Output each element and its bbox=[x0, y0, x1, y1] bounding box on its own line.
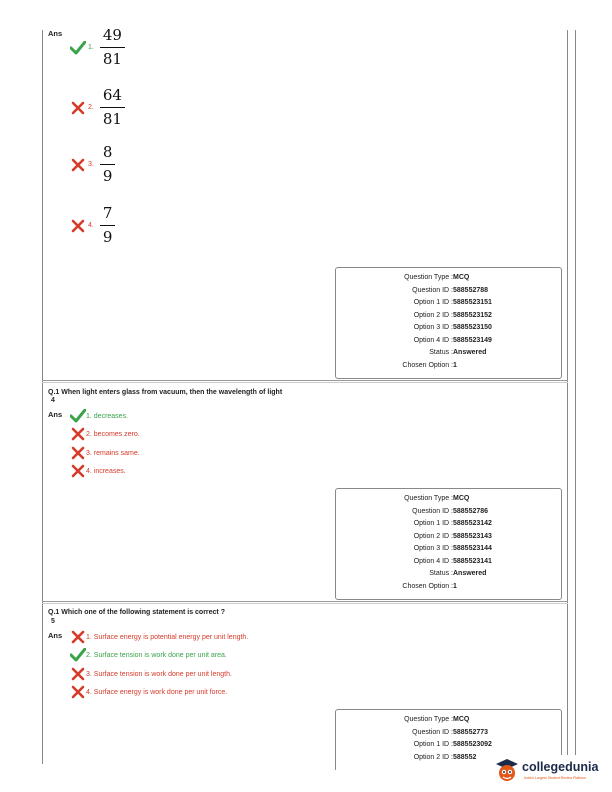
cross-icon bbox=[70, 464, 86, 478]
info-label: Chosen Option : bbox=[402, 361, 453, 369]
info-label: Question Type : bbox=[404, 495, 453, 502]
fraction bbox=[100, 88, 125, 127]
info-label: Question ID : bbox=[412, 286, 453, 294]
question-number-suffix: 4 bbox=[51, 397, 55, 404]
option-label: 1. Surface energy is potential energy per unit length. bbox=[86, 633, 249, 641]
check-icon bbox=[70, 409, 86, 423]
info-label: Option 1 ID : bbox=[413, 741, 453, 748]
chosen-option: 1 bbox=[453, 582, 457, 590]
chosen-option: 1 bbox=[453, 361, 457, 369]
option-number: 1. bbox=[88, 44, 94, 51]
option-label: 3. Surface tension is work done per unit length. bbox=[86, 670, 232, 678]
brand-name: collegedunia bbox=[522, 760, 599, 774]
answer-label: Ans bbox=[48, 29, 63, 38]
question-number-suffix: 5 bbox=[51, 618, 55, 625]
right-border-outer bbox=[575, 30, 576, 764]
section-divider bbox=[42, 382, 568, 383]
question-body: Which one of the following statement is correct ? bbox=[61, 609, 225, 616]
section-divider bbox=[42, 380, 568, 381]
info-label: Option 3 ID : bbox=[413, 545, 453, 552]
question-text bbox=[48, 609, 225, 616]
question-id: 588552788 bbox=[453, 286, 489, 294]
option-1-id: 5885523151 bbox=[453, 299, 492, 306]
option-4 bbox=[70, 464, 126, 478]
option-3 bbox=[70, 446, 140, 460]
info-label: Question ID : bbox=[412, 507, 453, 515]
status-value: Answered bbox=[453, 349, 487, 356]
check-icon bbox=[70, 648, 86, 662]
check-icon bbox=[70, 41, 86, 55]
left-border bbox=[42, 30, 43, 764]
denominator: 9 bbox=[102, 228, 113, 246]
option-2 bbox=[70, 427, 140, 441]
info-label: Question Type : bbox=[404, 274, 453, 281]
question-id: 588552786 bbox=[453, 507, 489, 515]
question-prefix: Q.1 bbox=[48, 389, 60, 396]
question-type: MCQ bbox=[453, 495, 470, 502]
numerator: 7 bbox=[102, 204, 113, 222]
info-label: Status : bbox=[429, 570, 453, 577]
option-number: 4. bbox=[88, 222, 94, 229]
info-label: Option 4 ID : bbox=[413, 557, 453, 565]
option-1-id: 5885523092 bbox=[453, 741, 492, 748]
option-number: 3. bbox=[88, 161, 94, 168]
question-type: MCQ bbox=[453, 716, 470, 723]
option-label: 4. increases. bbox=[86, 467, 126, 475]
denominator: 81 bbox=[102, 110, 122, 128]
question-id: 588552773 bbox=[453, 728, 489, 736]
cross-icon bbox=[70, 158, 86, 172]
info-label: Option 2 ID : bbox=[413, 753, 453, 761]
option-3-id: 5885523144 bbox=[453, 545, 492, 552]
option-label: 3. remains same. bbox=[86, 449, 140, 457]
info-label: Option 3 ID : bbox=[413, 324, 453, 331]
info-label: Option 1 ID : bbox=[413, 299, 453, 306]
cross-icon bbox=[70, 427, 86, 441]
question-body: When light enters glass from vacuum, then the wavelength of light bbox=[61, 389, 283, 396]
numerator: 64 bbox=[102, 86, 122, 104]
right-border-inner bbox=[567, 30, 568, 764]
question-prefix: Q.1 bbox=[48, 609, 60, 616]
question-info-box bbox=[335, 488, 562, 600]
option-2-id: 5885523143 bbox=[453, 532, 492, 540]
option-1 bbox=[70, 409, 128, 423]
mascot-icon bbox=[494, 757, 520, 783]
option-2-id: 5885523152 bbox=[453, 311, 492, 319]
fraction bbox=[100, 206, 116, 245]
option-4 bbox=[70, 206, 115, 245]
option-label: 2. becomes zero. bbox=[86, 430, 140, 438]
option-4 bbox=[70, 685, 227, 699]
section-divider bbox=[42, 603, 568, 604]
info-label: Option 1 ID : bbox=[413, 520, 453, 527]
denominator: 9 bbox=[102, 167, 113, 185]
cross-icon bbox=[70, 101, 86, 115]
answer-label: Ans bbox=[48, 631, 63, 640]
info-label: Option 2 ID : bbox=[413, 532, 453, 540]
option-3-id: 5885523150 bbox=[453, 324, 492, 331]
question-type: MCQ bbox=[453, 274, 470, 281]
option-number: 2. bbox=[88, 104, 94, 111]
numerator: 8 bbox=[102, 143, 113, 161]
info-label: Chosen Option : bbox=[402, 582, 453, 590]
fraction bbox=[100, 28, 125, 67]
option-label: 4. Surface energy is work done per unit force. bbox=[86, 688, 228, 696]
option-1 bbox=[70, 28, 125, 67]
option-label: 2. Surface tension is work done per unit area. bbox=[86, 651, 227, 659]
option-2-id: 588552 bbox=[453, 753, 477, 761]
brand-tagline: India's Largest Student Review Platform bbox=[524, 776, 587, 780]
info-label: Option 4 ID : bbox=[413, 336, 453, 344]
option-1-id: 5885523142 bbox=[453, 520, 492, 527]
cross-icon bbox=[70, 219, 86, 233]
option-3 bbox=[70, 667, 232, 681]
fraction bbox=[100, 145, 116, 184]
info-label: Question ID : bbox=[412, 728, 453, 736]
option-3 bbox=[70, 145, 115, 184]
cross-icon bbox=[70, 446, 86, 460]
cross-icon bbox=[70, 667, 86, 681]
question-text bbox=[48, 389, 282, 396]
info-label: Option 2 ID : bbox=[413, 311, 453, 319]
denominator: 81 bbox=[102, 50, 122, 68]
cross-icon bbox=[70, 630, 86, 644]
option-1 bbox=[70, 630, 248, 644]
option-label: 1. decreases. bbox=[86, 412, 129, 420]
cross-icon bbox=[70, 685, 86, 699]
option-2 bbox=[70, 88, 125, 127]
question-info-box bbox=[335, 267, 562, 379]
section-divider bbox=[42, 601, 568, 602]
info-label: Question Type : bbox=[404, 716, 453, 723]
numerator: 49 bbox=[102, 26, 122, 44]
info-label: Status : bbox=[429, 349, 453, 356]
option-4-id: 5885523149 bbox=[453, 336, 492, 344]
option-4-id: 5885523141 bbox=[453, 557, 492, 565]
answer-label: Ans bbox=[48, 410, 63, 419]
option-2 bbox=[70, 648, 227, 662]
status-value: Answered bbox=[453, 570, 487, 577]
